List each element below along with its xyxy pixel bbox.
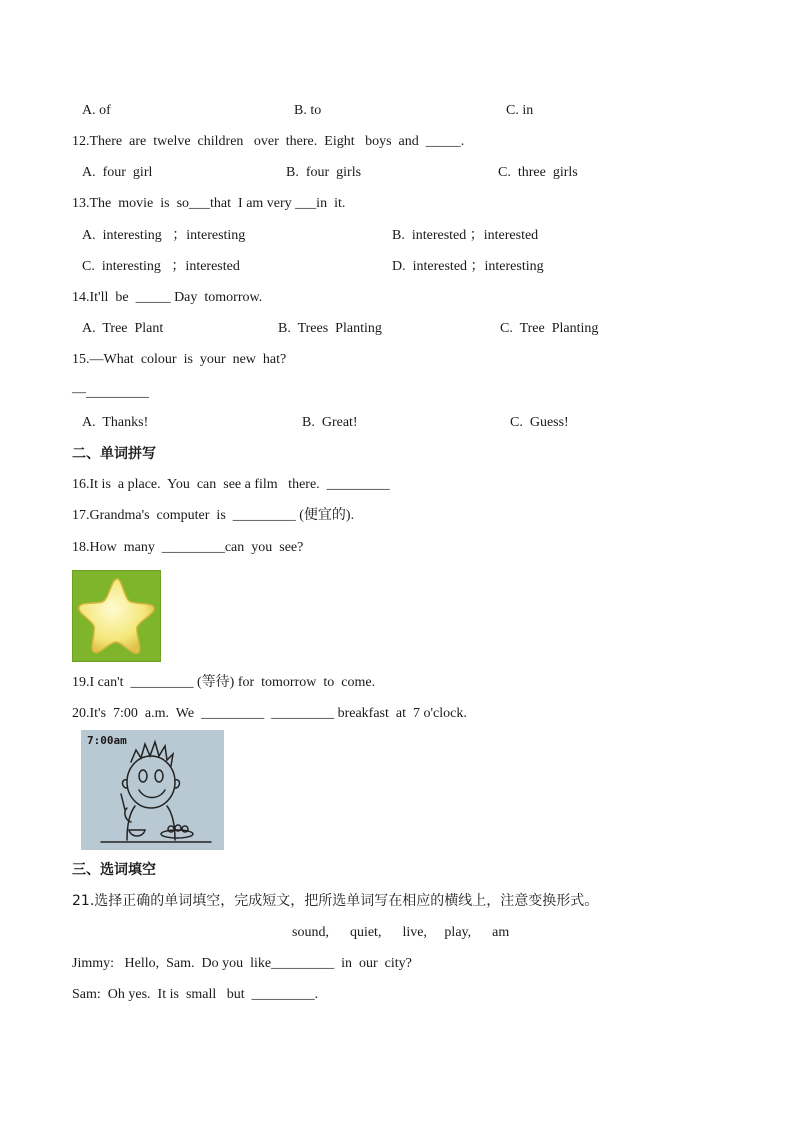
- q14-stem: 14.It'll be _____ Day tomorrow.: [72, 290, 263, 305]
- q21-dialogue-line-1: Jimmy: Hello, Sam. Do you like_________ in our city?: [72, 956, 412, 971]
- q21-dialogue-line-2: Sam: Oh yes. It is small but _________.: [72, 987, 319, 1002]
- q21-instruction: 21.选择正确的单词填空，完成短文，把所选单词写在相应的横线上，注意变换形式。: [72, 893, 599, 909]
- q18-stem: 18.How many _________can you see?: [72, 540, 304, 555]
- boy-eating-icon: [81, 730, 224, 850]
- q13-option-a: A. interesting ；interesting: [82, 228, 246, 243]
- section-2-title: 二、单词拼写: [72, 446, 156, 462]
- q14-option-b: B. Trees Planting: [278, 321, 382, 336]
- q14-option-c: C. Tree Planting: [500, 321, 599, 336]
- q13-stem: 13.The movie is so___that I am very ___in it.: [72, 196, 346, 211]
- q20-stem: 20.It's 7:00 a.m. We _________ _________ breakfast at 7 o'clock.: [72, 706, 467, 721]
- q16-stem: 16.It is a place. You can see a film there. _________: [72, 477, 390, 492]
- q14-option-a: A. Tree Plant: [82, 321, 164, 336]
- q15-answer-line: —_________: [72, 385, 149, 400]
- q11-option-c: C. in: [506, 103, 534, 118]
- q11-option-a: A. of: [82, 103, 111, 118]
- q21-word-bank: sound, quiet, live, play, am: [292, 925, 510, 940]
- q15-option-a: A. Thanks!: [82, 415, 149, 430]
- star-icon: [73, 571, 160, 661]
- q19-stem: 19.I can't _________ (等待) for tomorrow to come.: [72, 675, 376, 690]
- q12-stem: 12.There are twelve children over there. Eight boys and _____.: [72, 134, 465, 149]
- q13-option-b: B. interested ；interested: [392, 228, 539, 243]
- q15-option-c: C. Guess!: [510, 415, 569, 430]
- q15-option-b: B. Great!: [302, 415, 358, 430]
- q15-stem: 15.—What colour is your new hat?: [72, 352, 287, 367]
- q13-option-c: C. interesting ；interested: [82, 259, 240, 274]
- q17-stem: 17.Grandma's computer is _________ (便宜的).: [72, 508, 355, 523]
- section-3-title: 三、选词填空: [72, 862, 156, 878]
- star-picture: [72, 570, 161, 662]
- q12-option-a: A. four girl: [82, 165, 153, 180]
- q12-option-c: C. three girls: [498, 165, 578, 180]
- q13-option-d: D. interested ；interesting: [392, 259, 544, 274]
- q12-option-b: B. four girls: [286, 165, 362, 180]
- breakfast-drawing: [81, 730, 224, 850]
- drawing-time-label: 7:00am: [87, 734, 127, 747]
- q11-option-b: B. to: [294, 103, 322, 118]
